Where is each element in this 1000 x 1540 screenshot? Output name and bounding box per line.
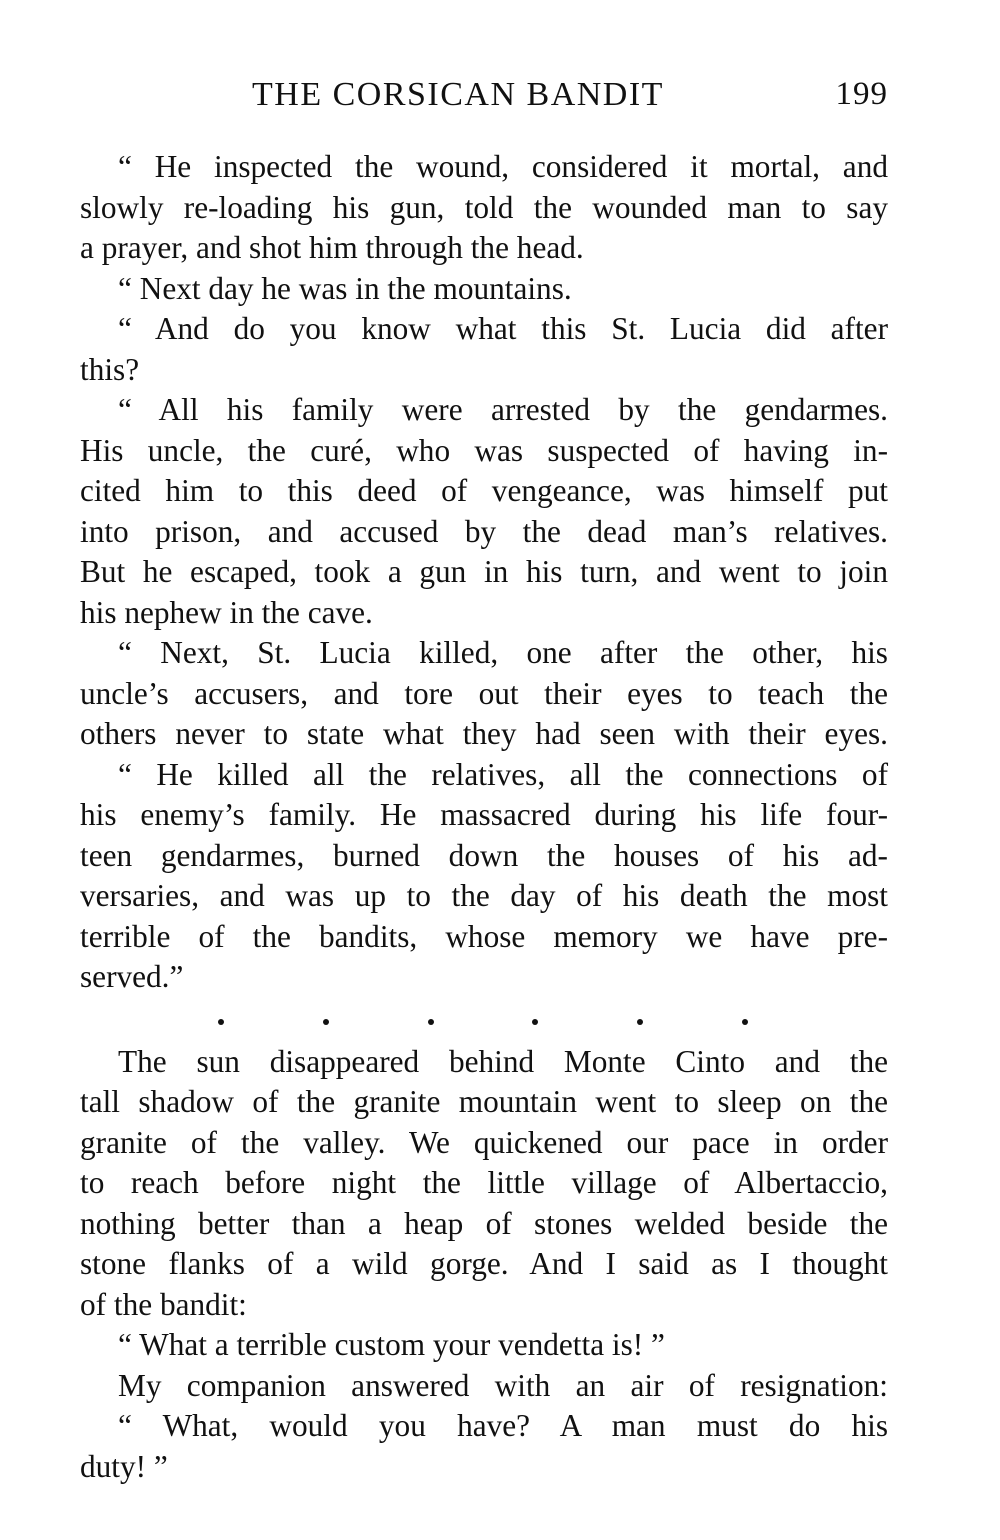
text-line: “ He inspected the wound, considered it mortal, and xyxy=(118,149,888,184)
section-break-dot xyxy=(637,1019,643,1025)
text-line: My companion answered with an air of resignation: xyxy=(118,1367,888,1403)
text-line: of the bandit: xyxy=(80,1286,247,1322)
text-line: slowly re-loading his gun, told the wounded man to say xyxy=(80,189,888,225)
text-line: terrible of the bandits, whose memory we have pre- xyxy=(80,918,888,954)
text-line: to reach before night the little village of Albertaccio, xyxy=(80,1165,888,1200)
text-line: versaries, and was up to the day of his death the most xyxy=(80,878,888,913)
text-line: tall shadow of the granite mountain went to sleep on the xyxy=(80,1084,888,1119)
text-line: served.” xyxy=(80,959,184,994)
text-line: “ All his family were arrested by the gendarmes. xyxy=(118,392,888,427)
text-line: his nephew in the cave. xyxy=(80,594,373,630)
section-break xyxy=(218,1002,748,1042)
text-line: into prison, and accused by the dead man’s relatives. xyxy=(80,513,888,549)
section-break-dot xyxy=(428,1019,434,1025)
text-line: “ Next, St. Lucia killed, one after the other, his xyxy=(118,635,888,670)
section-break-dot xyxy=(532,1019,538,1025)
text-line: this? xyxy=(80,351,140,387)
text-line: stone flanks of a wild gorge. And I said as I thought xyxy=(80,1246,888,1281)
text-line: granite of the valley. We quickened our pace in order xyxy=(80,1124,888,1160)
text-line: The sun disappeared behind Monte Cinto and the xyxy=(118,1043,888,1079)
text-line: “ What a terrible custom your vendetta is! ” xyxy=(118,1327,665,1362)
section-break-dot xyxy=(323,1019,329,1025)
body-text xyxy=(80,147,888,1487)
text-line: “ Next day he was in the mountains. xyxy=(118,270,572,306)
text-line: “ He killed all the relatives, all the connections of xyxy=(118,756,888,792)
text-line: a prayer, and shot him through the head. xyxy=(80,230,584,265)
section-break-dot xyxy=(742,1019,748,1025)
running-head xyxy=(80,76,888,126)
text-line: uncle’s accusers, and tore out their eyes to teach the xyxy=(80,675,888,711)
text-line: teen gendarmes, burned down the houses of his ad- xyxy=(80,837,888,873)
page-number: 199 xyxy=(835,76,888,112)
running-title: THE CORSICAN BANDIT xyxy=(252,76,664,113)
section-break-dot xyxy=(218,1019,224,1025)
text-line: duty! ” xyxy=(80,1448,168,1484)
text-line: others never to state what they had seen with their eyes. xyxy=(80,716,888,751)
text-line: his enemy’s family. He massacred during his life four- xyxy=(80,797,888,832)
text-line: nothing better than a heap of stones welded beside the xyxy=(80,1205,888,1241)
text-line: “ And do you know what this St. Lucia did after xyxy=(118,311,888,346)
text-line: His uncle, the curé, who was suspected of having in- xyxy=(80,432,888,468)
text-line: But he escaped, took a gun in his turn, and went to join xyxy=(80,554,888,589)
text-line: “ What, would you have? A man must do his xyxy=(118,1408,888,1443)
text-line: cited him to this deed of vengeance, was himself put xyxy=(80,473,888,508)
